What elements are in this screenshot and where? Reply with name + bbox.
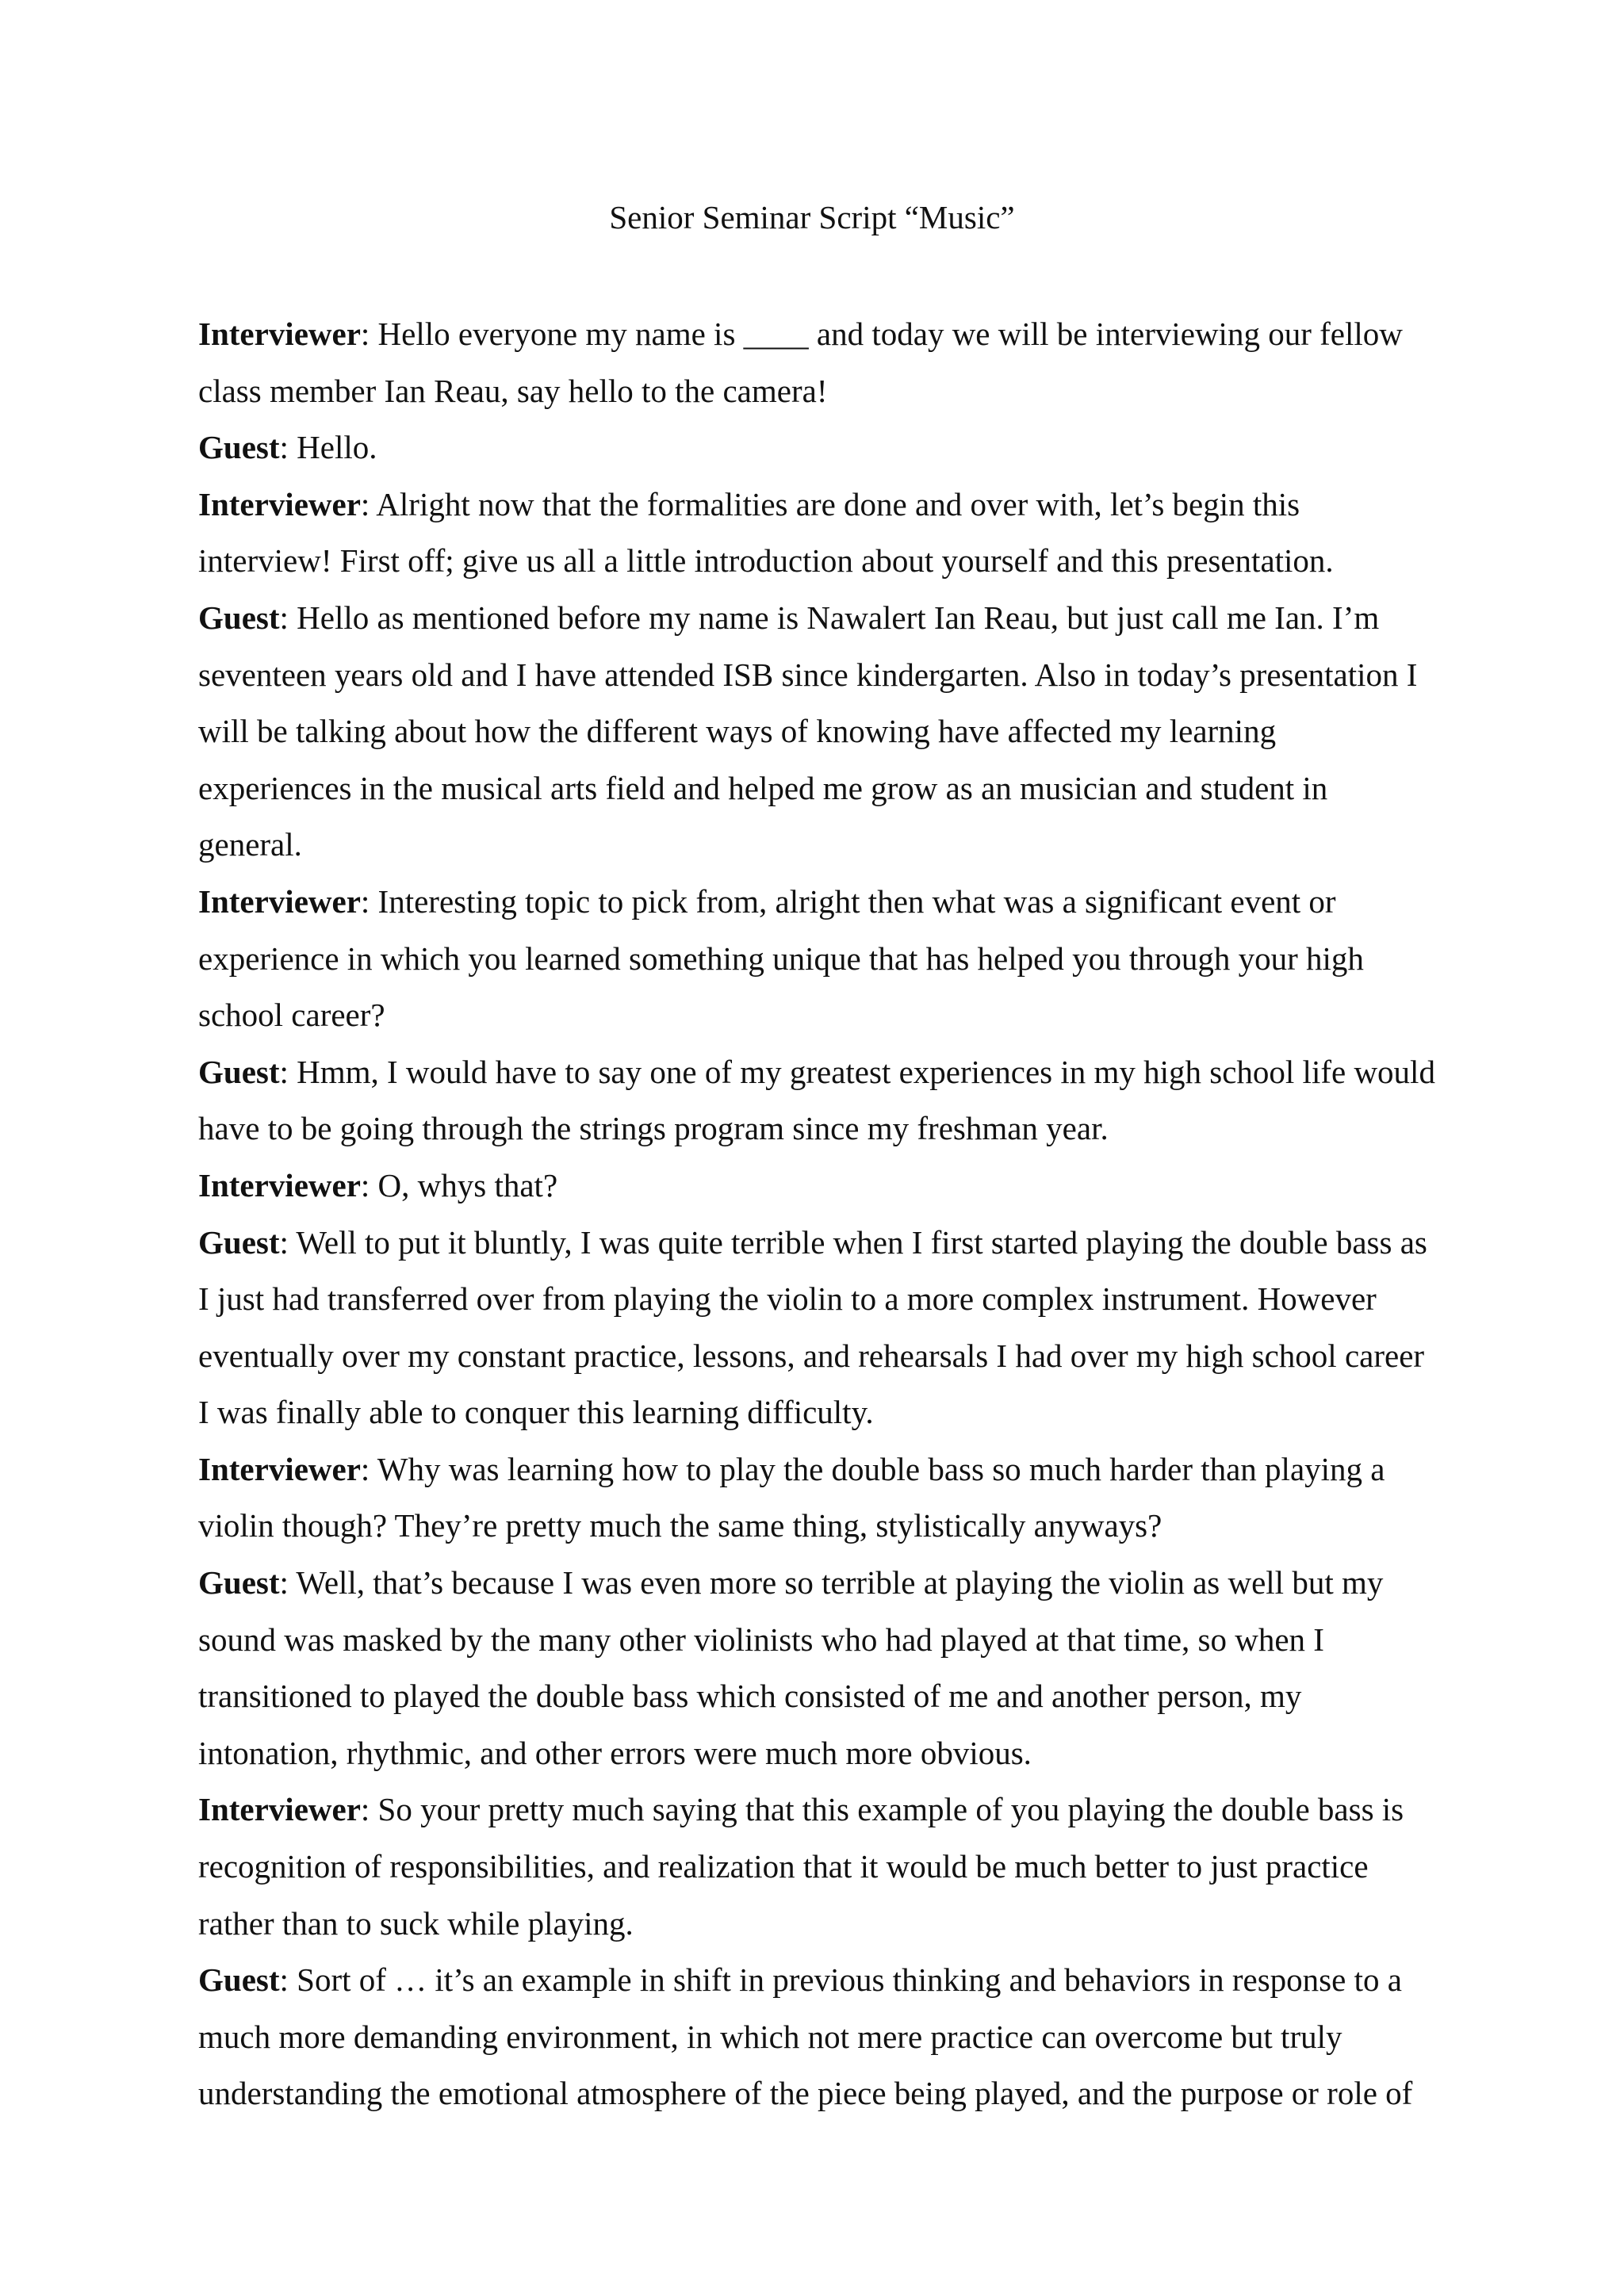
speaker-label: Interviewer	[198, 1450, 361, 1487]
dialogue-text: : Hello everyone my name is ____ and today we will be interviewing our fellow class member Ian Reau, say hello to the camera!	[198, 316, 1403, 409]
speaker-label: Guest	[198, 429, 280, 466]
dialogue-text: : So your pretty much saying that this example of you playing the double bass is recognition of responsibilities, and realization that it would be much better to just practice rather than to suck while playing.	[198, 1791, 1404, 1942]
dialogue-text: : O, whys that?	[360, 1166, 558, 1203]
dialogue-text: : Hello.	[279, 429, 377, 466]
dialogue-text: : Why was learning how to play the double bass so much harder than playing a violin though? They’re pretty much the same thing, stylistically anyways?	[198, 1450, 1385, 1544]
dialogue-turn	[198, 1044, 1435, 1158]
speaker-label: Guest	[198, 1053, 280, 1090]
speaker-label: Interviewer	[198, 1791, 361, 1828]
dialogue-text: : Hello as mentioned before my name is Nawalert Ian Reau, but just call me Ian. I’m seventeen years old and I have attended ISB since kindergarten. Also in today’s presentation I will be talking about how the different ways of knowing have affected my learning experiences in the musical arts field and helped me grow as an musician and student in general.	[198, 599, 1418, 863]
dialogue-text: : Alright now that the formalities are done and over with, let’s begin this interview! First off; give us all a little introduction about yourself and this presentation.	[198, 485, 1334, 580]
dialogue-turn	[198, 419, 1435, 476]
speaker-label: Guest	[198, 1961, 280, 1999]
interview-script	[198, 306, 1435, 2122]
dialogue-turn	[198, 1952, 1435, 2122]
dialogue-turn	[198, 1215, 1435, 1441]
dialogue-turn	[198, 1781, 1435, 1952]
dialogue-turn	[198, 306, 1435, 419]
dialogue-turn	[198, 590, 1435, 874]
dialogue-text: : Well to put it bluntly, I was quite terrible when I first started playing the double bass as I just had transferred over from playing the violin to a more complex instrument. However eventually over my constant practice, lessons, and rehearsals I had over my high school career I was finally able to conquer this learning difficulty.	[198, 1223, 1427, 1431]
dialogue-text: : Well, that’s because I was even more so terrible at playing the violin as well but my sound was masked by the many other violinists who had played at that time, so when I transitioned to played the double bass which consisted of me and another person, my intonation, rhythmic, and other errors were much more obvious.	[198, 1564, 1384, 1771]
dialogue-text: : Hmm, I would have to say one of my greatest experiences in my high school life would have to be going through the strings program since my freshman year.	[198, 1053, 1435, 1147]
dialogue-turn	[198, 1555, 1435, 1781]
dialogue-turn	[198, 874, 1435, 1044]
dialogue-turn	[198, 1158, 1435, 1215]
speaker-label: Guest	[198, 1223, 280, 1261]
document-title: Senior Seminar Script “Music”	[609, 199, 1015, 235]
speaker-label: Interviewer	[198, 316, 361, 352]
dialogue-text: : Sort of … it’s an example in shift in previous thinking and behaviors in response to a much more demanding environment, in which not mere practice can overcome but truly understanding the emotional atmosphere of the piece being played, and the purpose or role of	[198, 1961, 1413, 2112]
dialogue-turn	[198, 476, 1435, 590]
dialogue-text: : Interesting topic to pick from, alright then what was a significant event or experience in which you learned something unique that has helped you through your high school career?	[198, 882, 1364, 1034]
speaker-label: Interviewer	[198, 485, 361, 522]
dialogue-turn	[198, 1441, 1435, 1555]
speaker-label: Interviewer	[198, 882, 361, 920]
speaker-label: Interviewer	[198, 1166, 361, 1203]
speaker-label: Guest	[198, 599, 280, 636]
speaker-label: Guest	[198, 1564, 280, 1601]
